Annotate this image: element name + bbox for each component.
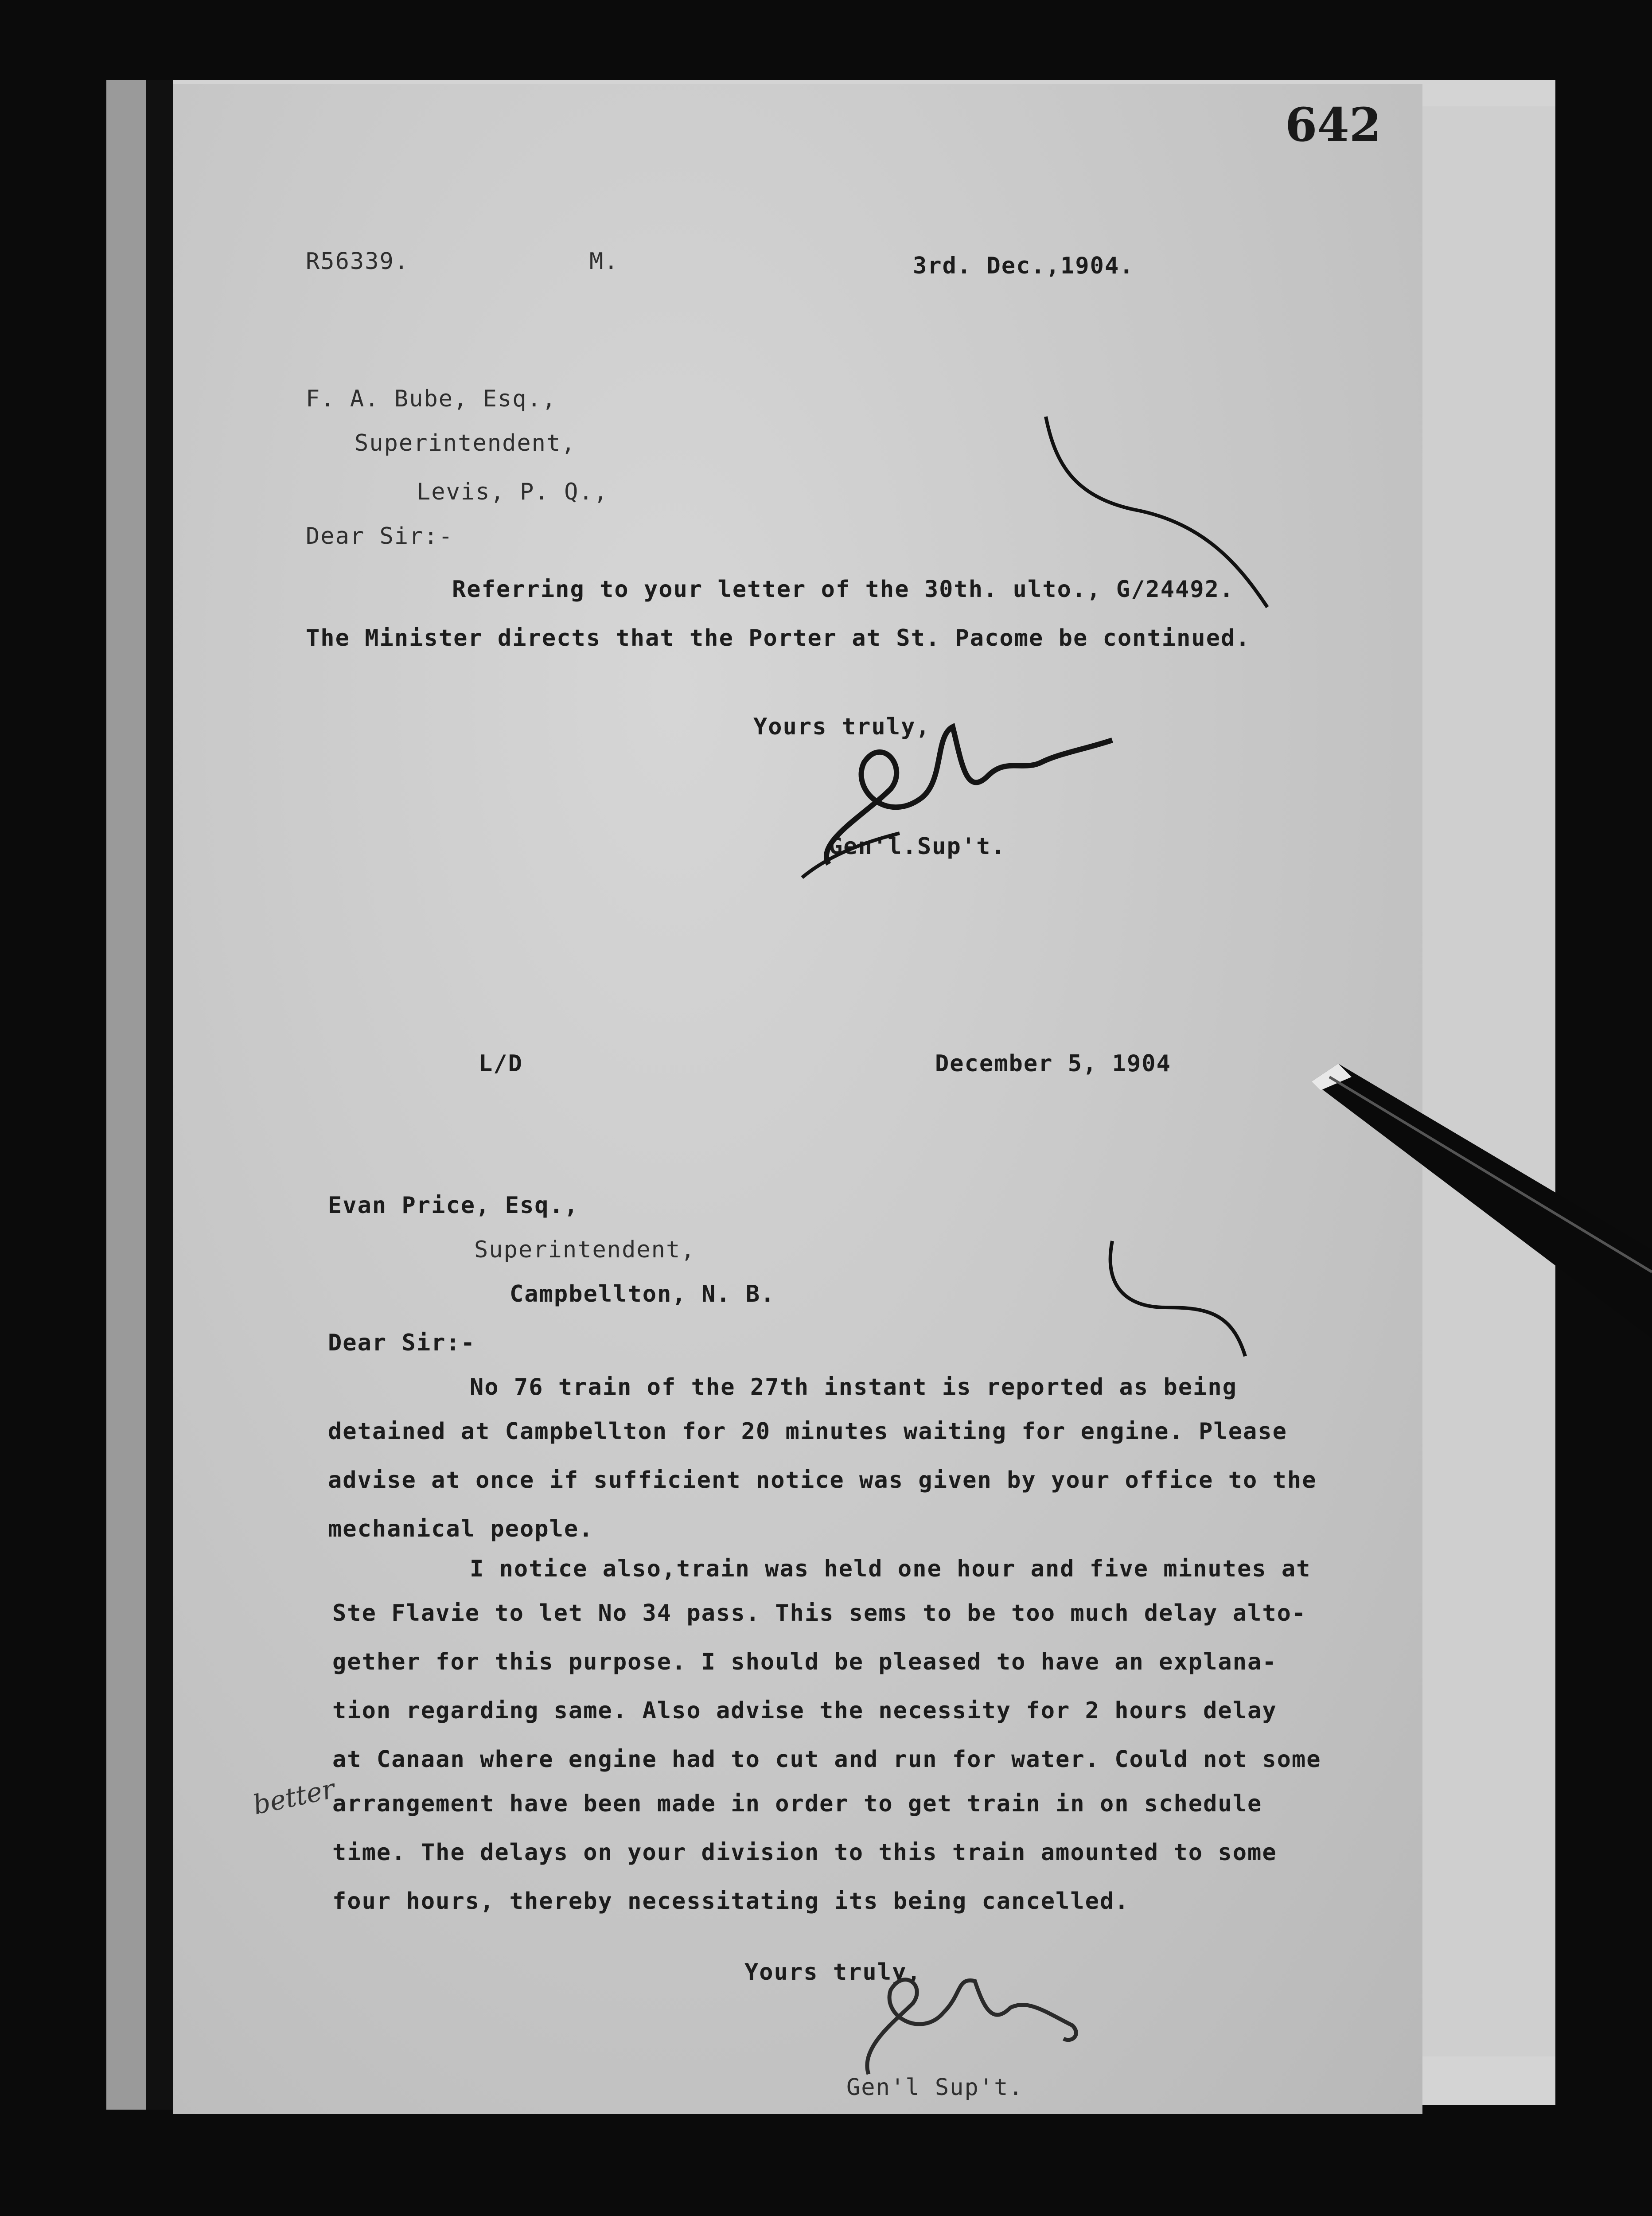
letter1-body-line1: Referring to your letter of the 30th. ulto., G/24492.: [452, 576, 1235, 603]
letter2-line: No 76 train of the 27th instant is reported as being: [470, 1374, 1237, 1401]
letter2-salutation: Dear Sir:-: [328, 1330, 476, 1356]
letter2-closing: Yours truly,: [744, 1959, 922, 1986]
page-number: 642: [1285, 98, 1382, 152]
letter2-ref: L/D: [479, 1050, 523, 1077]
letter1-signoff: Gen'l.Sup't.: [829, 833, 1006, 860]
letter2-line: arrangement have been made in order to get train in on schedule: [332, 1791, 1262, 1817]
letter1-initial: M.: [589, 248, 619, 275]
letter2-line: four hours, thereby necessitating its being cancelled.: [332, 1888, 1130, 1915]
pencil-mark-2-icon: [1099, 1232, 1258, 1365]
letter2-place: Campbellton, N. B.: [510, 1281, 775, 1307]
letter1-closing: Yours truly,: [753, 714, 931, 740]
letter2-line: gether for this purpose. I should be pleased to have an explana-: [332, 1649, 1277, 1675]
letter1-body-line2: The Minister directs that the Porter at St. Pacome be continued.: [306, 625, 1251, 652]
letter2-addressee: Evan Price, Esq.,: [328, 1192, 579, 1219]
letter2-line: advise at once if sufficient notice was given by your office to the: [328, 1467, 1317, 1494]
letter2-line: tion regarding same. Also advise the necessity for 2 hours delay: [332, 1697, 1277, 1724]
letter1-addressee: F. A. Bube, Esq.,: [306, 386, 557, 412]
margin-note: better: [250, 1773, 338, 1821]
pen-icon: [1312, 1064, 1652, 1338]
signature-jeprice-2-icon: [842, 1959, 1108, 2092]
letter1-title: Superintendent,: [355, 430, 576, 456]
letter2-date: December 5, 1904: [935, 1050, 1171, 1077]
letter2-line: at Canaan where engine had to cut and run for water. Could not some: [332, 1746, 1321, 1773]
letter2-title: Superintendent,: [474, 1237, 696, 1263]
letter2-line: Ste Flavie to let No 34 pass. This sems to be too much delay alto-: [332, 1600, 1307, 1627]
letter1-place: Levis, P. Q.,: [417, 479, 608, 505]
letter2-line: I notice also,train was held one hour and five minutes at: [470, 1556, 1311, 1582]
letter2-line: time. The delays on your division to this train amounted to some: [332, 1839, 1277, 1866]
letter2-line: mechanical people.: [328, 1516, 594, 1542]
signature-jeprice-1-icon: [775, 709, 1174, 886]
letter1-ref: R56339.: [306, 248, 409, 275]
letter1-salutation: Dear Sir:-: [306, 523, 454, 550]
letter1-date: 3rd. Dec.,1904.: [913, 253, 1134, 279]
letter2-line: detained at Campbellton for 20 minutes waiting for engine. Please: [328, 1418, 1287, 1445]
letter2-signoff: Gen'l Sup't.: [846, 2074, 1024, 2101]
binding-shadow: [146, 80, 173, 2110]
pencil-mark-1-icon: [1019, 408, 1285, 638]
